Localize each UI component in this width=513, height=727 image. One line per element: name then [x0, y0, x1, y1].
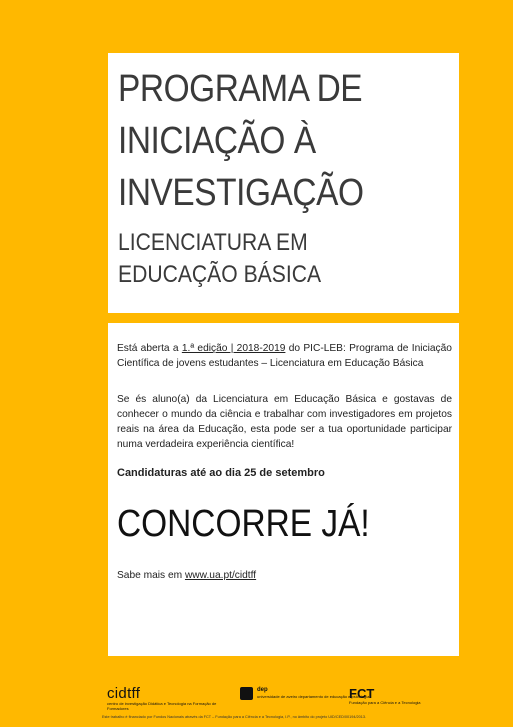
intro-before: Está aberta a — [117, 343, 182, 354]
more-info-label: Sabe mais em — [117, 570, 185, 581]
intro-paragraph — [117, 341, 452, 371]
more-info — [117, 570, 452, 581]
dep-name: dep — [257, 687, 268, 693]
program-title-line-1: PROGRAMA DE — [118, 68, 363, 110]
fct-logo — [349, 687, 439, 705]
call-to-action: CONCORRE JÁ! — [117, 503, 370, 545]
application-deadline: Candidaturas até ao dia 25 de setembro — [117, 467, 325, 479]
university-emblem-icon — [240, 687, 253, 700]
footer — [0, 682, 513, 727]
info-panel — [108, 323, 459, 656]
ua-dep-tagline: universidade de aveiro departamento de educação e psicologia — [257, 694, 370, 699]
degree-subtitle-line-1: LICENCIATURA EM — [118, 229, 308, 256]
fct-tagline: Fundação para a Ciência e a Tecnologia — [349, 700, 421, 705]
degree-subtitle-line-2: EDUCAÇÃO BÁSICA — [118, 261, 322, 288]
program-title-line-2: INICIAÇÃO À — [118, 120, 316, 162]
fct-name: FCT — [349, 686, 375, 701]
description-paragraph: Se és aluno(a) da Licenciatura em Educação Básica e gostavas de conhecer o mundo da ciência e trabalhar com investigadores em projetos reais na área da Educação, esta pode ser a tua oportunidade participar numa verdadeira experiência científica! — [117, 394, 452, 450]
funding-notice: Este trabalho é financiado por Fundos Nacionais através da FCT – Fundação para a Ciência e a Tecnologia, I.P., no âmbito do projeto UID/CED/00194/2013. — [102, 715, 367, 719]
cidtff-logo — [107, 686, 217, 711]
website-link[interactable]: www.ua.pt/cidtff — [184, 570, 257, 581]
title-panel — [108, 53, 459, 313]
cidtff-tagline: centro de investigação Didática e Tecnologia na Formação de Formadores — [107, 701, 217, 711]
edition-highlight: 1.ª edição | 2018-2019 — [181, 343, 286, 354]
intro-after: do PIC-LEB: Programa de Iniciação Científica de jovens estudantes – Licenciatura em Educação Básica — [117, 343, 452, 369]
program-title-line-3: INVESTIGAÇÃO — [118, 172, 364, 214]
cidtff-name: cidtff — [107, 685, 141, 702]
